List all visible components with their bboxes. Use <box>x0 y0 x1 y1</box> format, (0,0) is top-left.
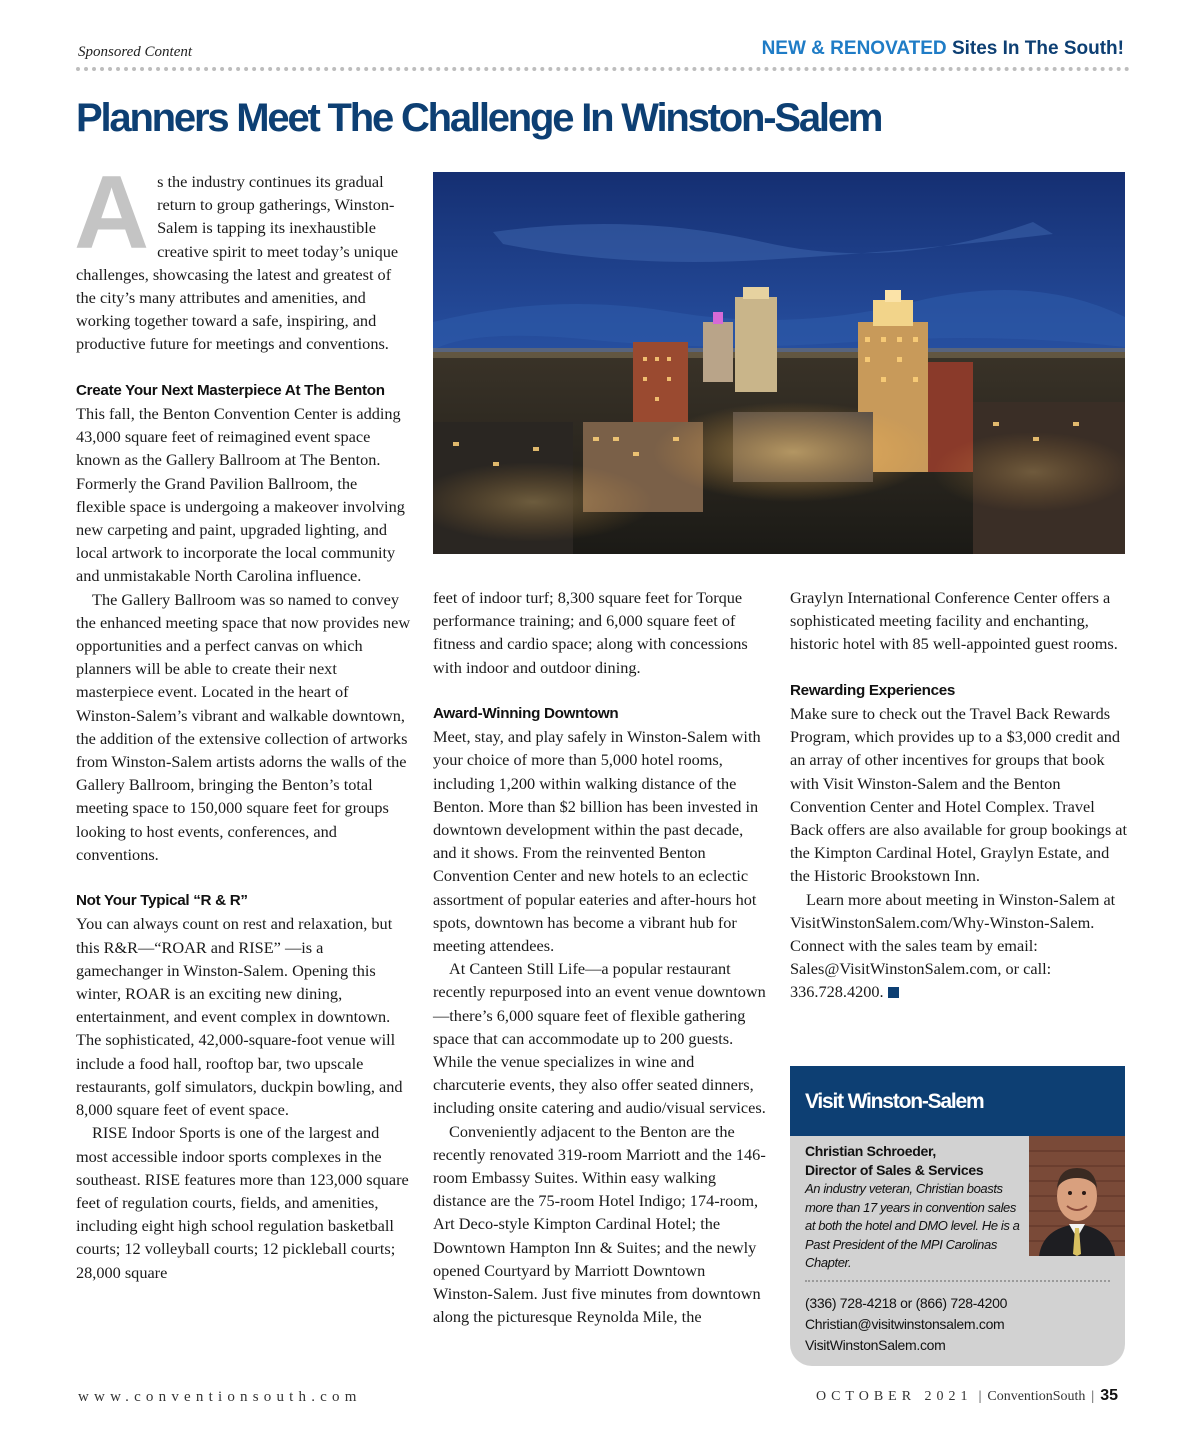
end-mark-icon <box>888 987 899 998</box>
footer-publication: ConventionSouth <box>987 1389 1086 1404</box>
city-skyline-photo <box>433 172 1125 554</box>
drop-cap: A <box>74 155 150 271</box>
paragraph: Conveniently adjacent to the Benton are the recently renovated 319-room Marriott and the 146-room Embassy Suites. Within easy walking distance are the 75-room Hotel Indigo; 174-room, Art Deco-style Kimpton Cardinal Hotel; the Downtown Hampton Inn & Suites; and the newly opened Courtyard by Marriott Downtown Winston-Salem. Just five minutes from downtown along the picturesque Reynolda Mile, the <box>433 1121 766 1327</box>
paragraph: feet of indoor turf; 8,300 square feet for Torque performance training; and 6,000 square feet of fitness and cardio space; along with concessions with indoor and outdoor dining. <box>433 588 748 677</box>
contact-details <box>805 1293 1007 1356</box>
section-heading-downtown: Award-Winning Downtown <box>433 705 619 722</box>
closing-text: Learn more about meeting in Winston-Salem at VisitWinstonSalem.com/Why-Winston-Salem. Connect with the sales team by email: Sales@VisitWinstonSalem.com, or call: 336.728.4200. <box>790 889 1116 1002</box>
contact-name: Christian Schroeder, <box>805 1143 936 1159</box>
paragraph: RISE Indoor Sports is one of the largest and most accessible indoor sports complexes in the southeast. RISE features more than 123,000 square feet of regulation courts, fields, and amenities, including eight high school regulation basketball courts; 12 volleyball courts; 12 pickleball courts; 28,000 square <box>76 1123 409 1282</box>
footer-website: www.conventionsouth.com <box>78 1389 362 1405</box>
section-title-main: Sites In The South! <box>951 38 1124 59</box>
footer-issue-date: OCTOBER 2021 <box>815 1389 973 1404</box>
sponsored-label: Sponsored Content <box>78 44 193 60</box>
paragraph: Make sure to check out the Travel Back Rewards Program, which provides up to a $3,000 credit and an array of other incentives for groups that book with Visit Winston-Salem and the Benton Convention Center and Hotel Complex. Travel Back offers are also available for group bookings at the Kimpton Cardinal Hotel, Graylyn Estate, and the Historic Brookstown Inn. <box>790 704 1127 886</box>
paragraph: The Gallery Ballroom was so named to convey the enhanced meeting space that now provides new opportunities and a perfect canvas on which planners will be able to create their next masterpiece event. Located in the heart of Winston-Salem’s vibrant and walkable downtown, the addition of the extensive collection of artworks from Winston-Salem artists adorns the walls of the Gallery Ballroom, bringing the Benton’s total meeting space to 150,000 square feet for groups looking to host events, conferences, and conventions. <box>76 589 411 864</box>
paragraph: You can always count on rest and relaxation, but this R&R—“ROAR and RISE” —is a gamechanger in Winston-Salem. Opening this winter, ROAR is an exciting new dining, entertainment, and event complex in downtown. The sophisticated, 42,000-square-foot venue will include a food hall, rooftop bar, two upscale restaurants, golf simulators, duckpin bowling, and 8,000 square feet of event space. <box>76 914 403 1120</box>
section-title-accent: NEW & RENOVATED <box>761 38 947 59</box>
article-title: Planners Meet The Challenge In Winston-Salem <box>76 96 882 140</box>
skyline-illustration <box>433 172 1125 554</box>
contact-email[interactable]: Christian@visitwinstonsalem.com <box>805 1316 1005 1332</box>
intro-paragraph <box>74 155 411 356</box>
contact-website[interactable]: VisitWinstonSalem.com <box>805 1337 946 1353</box>
article-column-2 <box>433 586 768 1328</box>
portrait-illustration <box>1029 1136 1125 1256</box>
contact-role: Director of Sales & Services <box>805 1162 984 1178</box>
section-title <box>762 38 1124 60</box>
card-divider <box>805 1280 1110 1282</box>
section-heading-rewards: Rewarding Experiences <box>790 681 956 699</box>
section-heading-rr: Not Your Typical “R & R” <box>76 892 248 910</box>
footer-separator: | <box>978 1389 982 1404</box>
footer-info <box>816 1387 1118 1405</box>
paragraph: At Canteen Still Life—a popular restaurant recently repurposed into an event venue downtown—there’s 6,000 square feet of flexible gathering space that can accommodate up to 200 guests. While the venue specializes in wine and charcuterie events, they also offer seated dinners, including onsite catering and audio/visual services. <box>433 959 766 1118</box>
paragraph: This fall, the Benton Convention Center is adding 43,000 square feet of reimagined event space known as the Gallery Ballroom at The Benton. Formerly the Grand Pavilion Ballroom, the flexible space is undergoing a makeover involving new carpeting and paint, upgraded lighting, and local artwork to incorporate the local community and unmistakable North Carolina influence. <box>76 404 405 586</box>
footer-separator: | <box>1091 1389 1095 1404</box>
paragraph: Meet, stay, and play safely in Winston-Salem with your choice of more than 5,000 hotel rooms, including 1,200 within walking distance of the Benton. More than $2 billion has been invested in downtown development within the past decade, and it shows. From the reinvented Benton Convention Center and new hotels to an eclectic assortment of popular eateries and after-hours hot spots, downtown has become a vibrant hub for meeting attendees. <box>433 727 761 956</box>
contact-card <box>790 1066 1125 1366</box>
contact-bio: An industry veteran, Christian boasts more than 17 years in convention sales at both the hotel and DMO level. He is a Past President of the MPI Carolinas Chapter. <box>805 1181 1020 1271</box>
intro-text: s the industry continues its gradual return to group gatherings, Winston-Salem is tapping its inexhaustible creative spirit to meet today’s unique challenges, showcasing the latest and greatest of the city’s many attributes and amenities, and working together toward a safe, inspiring, and productive future for meetings and conventions. <box>76 172 399 354</box>
contact-portrait <box>1029 1136 1125 1256</box>
article-column-3 <box>790 586 1128 1004</box>
section-heading-benton: Create Your Next Masterpiece At The Benton <box>76 381 385 399</box>
contact-name-block <box>805 1142 983 1180</box>
article-column-1 <box>74 155 411 1284</box>
paragraph: Graylyn International Conference Center offers a sophisticated meeting facility and enchanting, historic hotel with 85 well-appointed guest rooms. <box>790 588 1118 654</box>
page-number: 35 <box>1100 1387 1118 1404</box>
contact-phone: (336) 728-4218 or (866) 728-4200 <box>805 1295 1008 1311</box>
card-title: Visit Winston-Salem <box>790 1066 1125 1136</box>
header-divider <box>76 67 1130 71</box>
paragraph <box>790 888 1128 1004</box>
